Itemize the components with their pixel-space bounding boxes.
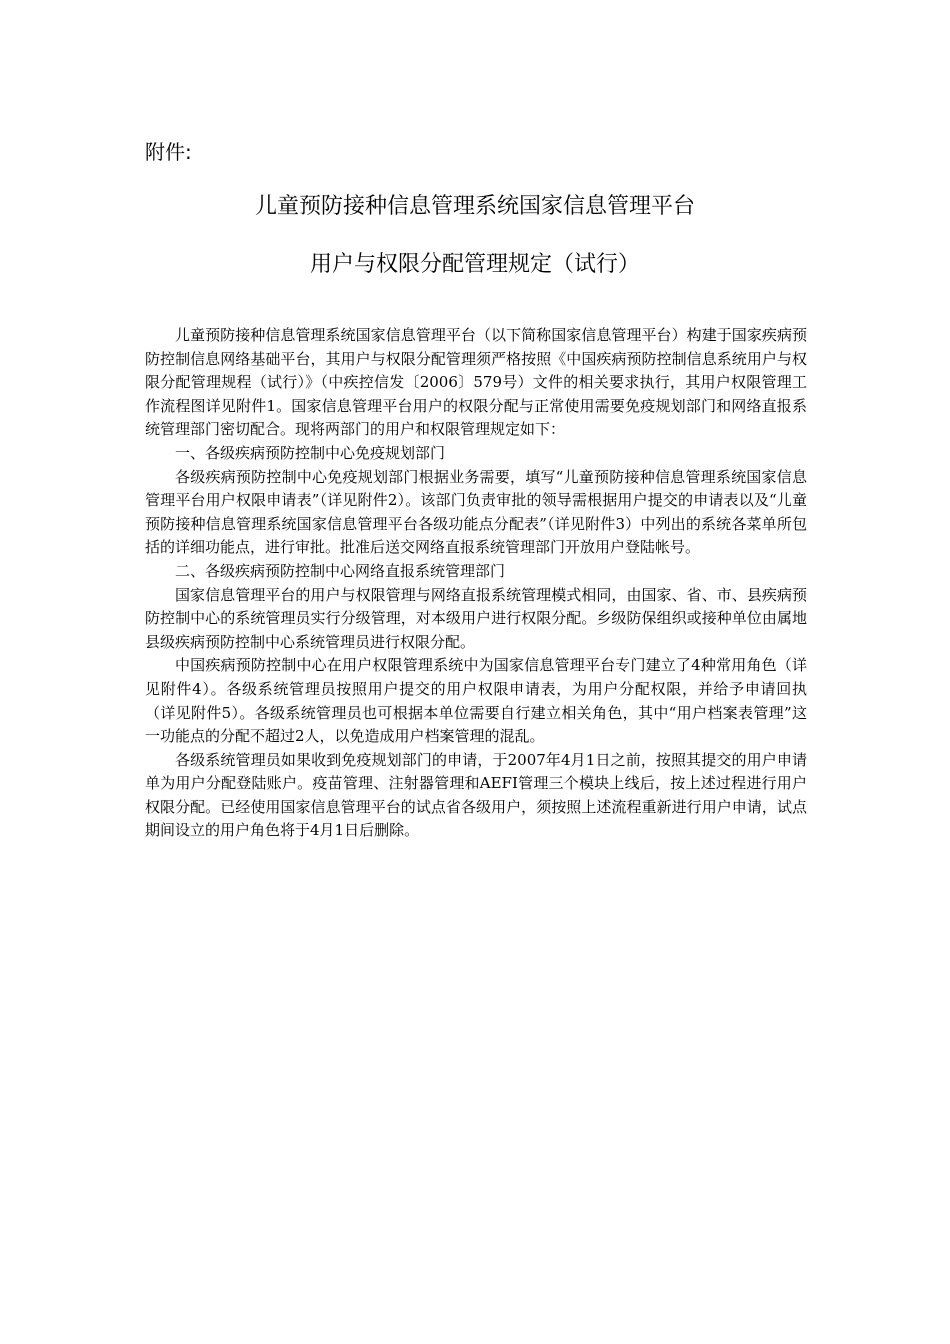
- intro-paragraph: 儿童预防接种信息管理系统国家信息管理平台（以下简称国家信息管理平台）构建于国家疾病预防控制信息网络基础平台，其用户与权限分配管理须严格按照《中国疾病预防控制信息系统用户与权限分配管理规程（试行）》（中疾控信发〔2006〕579号）文件的相关要求执行，其用户权限管理工作流程图详见附件1。国家信息管理平台用户的权限分配与正常使用需要免疫规划部门和网络直报系统管理部门密切配合。现将两部门的用户和权限管理规定如下：: [145, 326, 807, 439]
- section-heading-1: 一、各级疾病预防控制中心免疫规划部门: [175, 443, 446, 462]
- section1-paragraph: 各级疾病预防控制中心免疫规划部门根据业务需要，填写“儿童预防接种信息管理系统国家信息管理平台用户权限申请表”（详见附件2）。该部门负责审批的领导需根据用户提交的申请表以及“儿童预防接种信息管理系统国家信息管理平台各级功能点分配表”（详见附件3）中列出的系统各菜单所包括的详细功能点，进行审批。批准后送交网络直报系统管理部门开放用户登陆帐号。: [145, 467, 807, 557]
- document-body: [145, 324, 807, 843]
- section2-paragraph-1: 国家信息管理平台的用户与权限管理与网络直报系统管理模式相同，由国家、省、市、县疾病预防控制中心的系统管理员实行分级管理，对本级用户进行权限分配。乡级防保组织或接种单位由属地县级疾病预防控制中心系统管理员进行权限分配。: [145, 585, 807, 651]
- section-heading-2: 二、各级疾病预防控制中心网络直报系统管理部门: [175, 561, 506, 580]
- attachment-label: 附件:: [145, 140, 192, 164]
- section2-paragraph-2: 中国疾病预防控制中心在用户权限管理系统中为国家信息管理平台专门建立了4种常用角色（详见附件4）。各级系统管理员按照用户提交的用户权限申请表，为用户分配权限，并给予申请回执（详见附件5）。各级系统管理员也可根据本单位需要自行建立相关角色，其中“用户档案表管理”这一功能点的分配不超过2人，以免造成用户档案管理的混乱。: [145, 656, 807, 746]
- document-title-line1: 儿童预防接种信息管理系统国家信息管理平台: [254, 194, 695, 219]
- section2-paragraph-3: 各级系统管理员如果收到免疫规划部门的申请，于2007年4月1日之前，按照其提交的用户申请单为用户分配登陆账户。疫苗管理、注射器管理和AEFI管理三个模块上线后，按上述过程进行用户权限分配。已经使用国家信息管理平台的试点省各级用户，须按照上述流程重新进行用户申请，试点期间设立的用户角色将于4月1日后删除。: [145, 750, 807, 840]
- document-title-line2: 用户与权限分配管理规定（试行）: [309, 252, 640, 277]
